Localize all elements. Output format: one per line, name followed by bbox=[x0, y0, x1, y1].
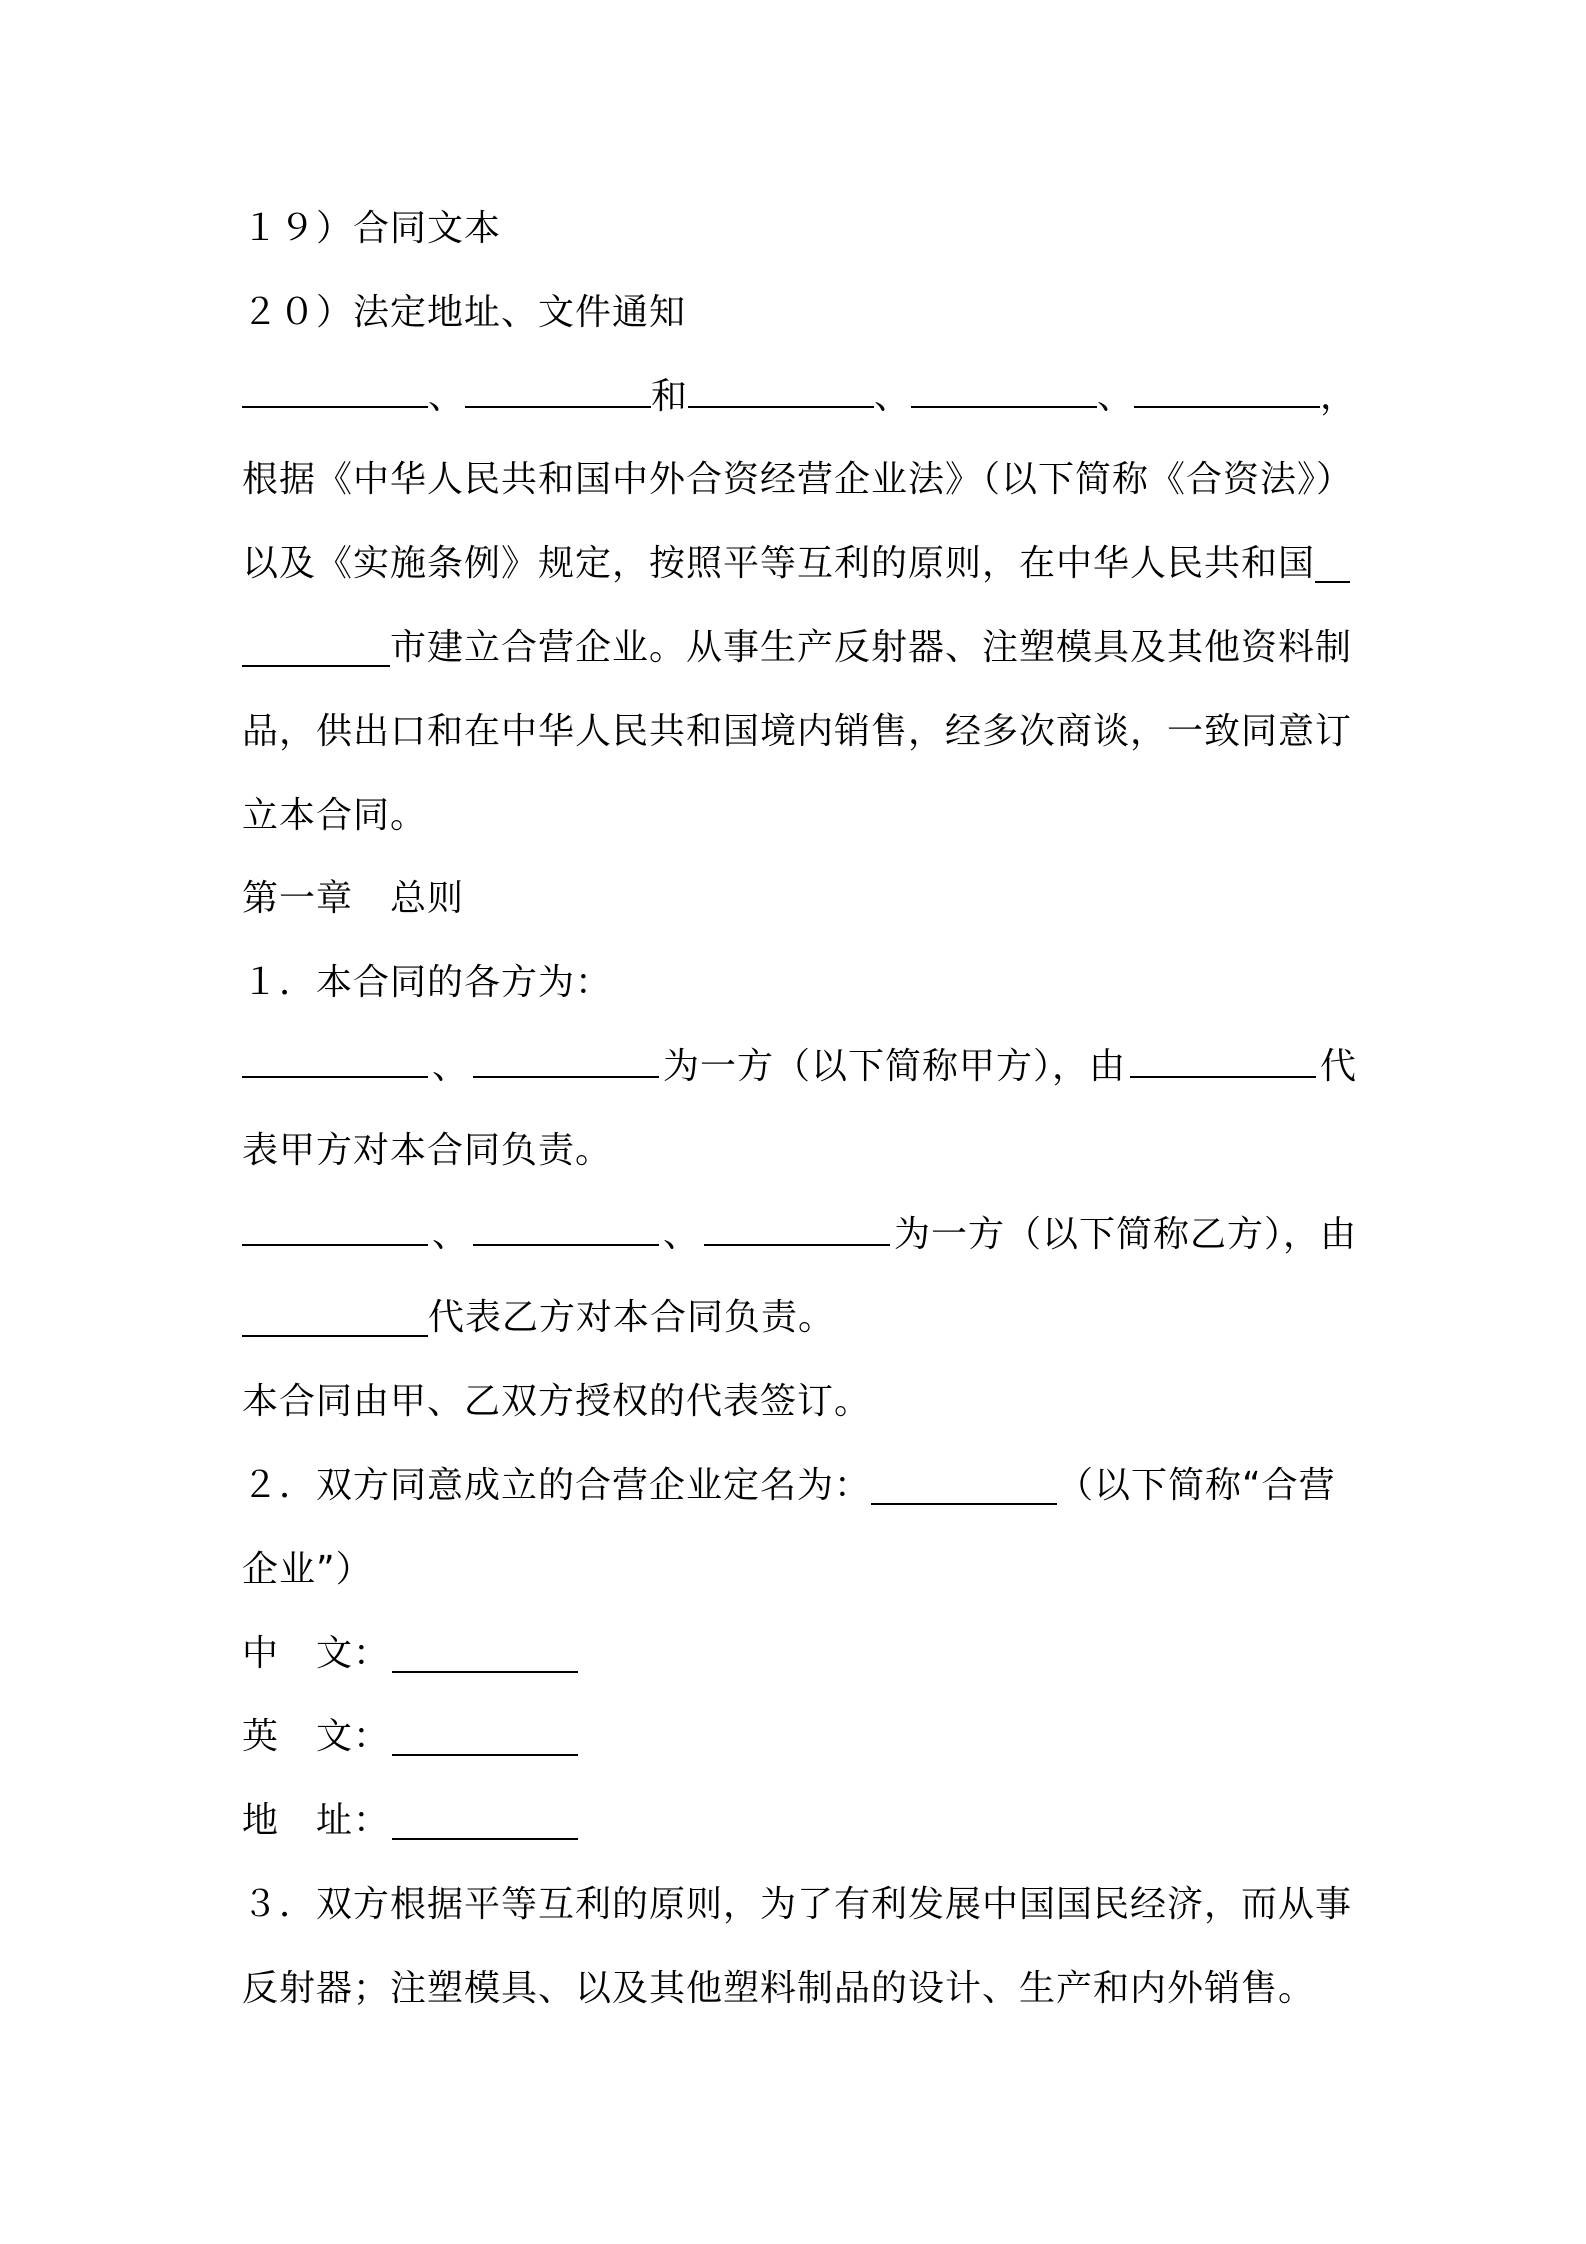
paragraph-line bbox=[242, 617, 1357, 701]
chinese-name-row bbox=[242, 1623, 1357, 1707]
parties-blank-line bbox=[242, 366, 1357, 450]
article-3-line-1: ３．双方根据平等互利的原则，为了有利发展中国国民经济，而从事 bbox=[242, 1883, 1353, 1925]
party-a-end: 代 bbox=[1319, 1045, 1357, 1087]
english-name-field[interactable] bbox=[392, 1714, 578, 1756]
separator: 、 bbox=[873, 375, 911, 417]
article-2-line-2: 企业”） bbox=[242, 1548, 373, 1590]
blank-field[interactable] bbox=[704, 1204, 890, 1246]
blank-field[interactable] bbox=[871, 1463, 1057, 1505]
party-a-line-2: 表甲方对本合同负责。 bbox=[242, 1129, 613, 1171]
blank-field[interactable] bbox=[473, 1036, 659, 1078]
blank-field[interactable] bbox=[1315, 541, 1350, 583]
separator: 、 bbox=[1096, 375, 1134, 417]
chapter-heading: 第一章 总则 bbox=[242, 878, 465, 920]
separator: 、 bbox=[427, 375, 465, 417]
blank-field[interactable] bbox=[465, 366, 651, 408]
blank-field[interactable] bbox=[242, 366, 428, 408]
separator: 、 bbox=[431, 1213, 469, 1255]
document-body bbox=[242, 198, 1357, 2042]
party-b-line bbox=[242, 1204, 1357, 1288]
chinese-name-field[interactable] bbox=[392, 1631, 578, 1673]
blank-field[interactable] bbox=[688, 366, 874, 408]
party-b-line-2 bbox=[242, 1287, 1357, 1371]
blank-field[interactable] bbox=[473, 1204, 659, 1246]
blank-field[interactable] bbox=[1130, 1036, 1316, 1078]
separator: 、 bbox=[431, 1045, 469, 1087]
blank-field[interactable] bbox=[242, 1295, 428, 1337]
article-2-text-end: （以下简称“合营 bbox=[1057, 1464, 1336, 1506]
address-row bbox=[242, 1790, 1357, 1874]
paragraph-text: 以及《实施条例》规定，按照平等互利的原则，在中华人民共和国 bbox=[242, 543, 1316, 585]
blank-field[interactable] bbox=[242, 1036, 428, 1078]
address-label: 地 址： bbox=[242, 1800, 391, 1842]
paragraph-line bbox=[242, 533, 1357, 617]
signed-statement: 本合同由甲、乙双方授权的代表签订。 bbox=[242, 1381, 872, 1423]
article-2-text: ２．双方同意成立的合营企业定名为： bbox=[242, 1464, 872, 1506]
address-field[interactable] bbox=[392, 1798, 578, 1840]
item-20: ２０）法定地址、文件通知 bbox=[242, 291, 687, 333]
comma: ， bbox=[1319, 375, 1357, 417]
blank-field[interactable] bbox=[242, 1204, 428, 1246]
party-a-line bbox=[242, 1036, 1357, 1120]
chinese-name-label: 中 文： bbox=[242, 1632, 391, 1674]
party-b-text: 为一方（以下简称乙方），由 bbox=[893, 1213, 1357, 1255]
article-1-heading: １．本合同的各方为： bbox=[242, 962, 613, 1004]
party-a-text: 为一方（以下简称甲方），由 bbox=[662, 1045, 1126, 1087]
party-b-line-2-text: 代表乙方对本合同负责。 bbox=[428, 1297, 836, 1339]
english-name-label: 英 文： bbox=[242, 1716, 391, 1758]
conjunction-and: 和 bbox=[650, 375, 688, 417]
paragraph-line: 根据《中华人民共和国中外合资经营企业法》（以下简称《合资法》） bbox=[242, 459, 1354, 501]
blank-field[interactable] bbox=[1134, 366, 1320, 408]
article-2-line-1 bbox=[242, 1455, 1357, 1539]
paragraph-line: 品，供出口和在中华人民共和国境内销售，经多次商谈，一致同意订 bbox=[242, 710, 1353, 752]
separator: 、 bbox=[662, 1213, 700, 1255]
article-3-line-2: 反射器；注塑模具、以及其他塑料制品的设计、生产和内外销售。 bbox=[242, 1967, 1316, 2009]
paragraph-text: 市建立合营企业。从事生产反射器、注塑模具及其他资料制 bbox=[390, 626, 1353, 668]
english-name-row bbox=[242, 1706, 1357, 1790]
blank-field[interactable] bbox=[242, 625, 390, 667]
item-19: １９）合同文本 bbox=[242, 208, 502, 249]
blank-field[interactable] bbox=[911, 366, 1097, 408]
paragraph-line: 立本合同。 bbox=[242, 794, 428, 836]
